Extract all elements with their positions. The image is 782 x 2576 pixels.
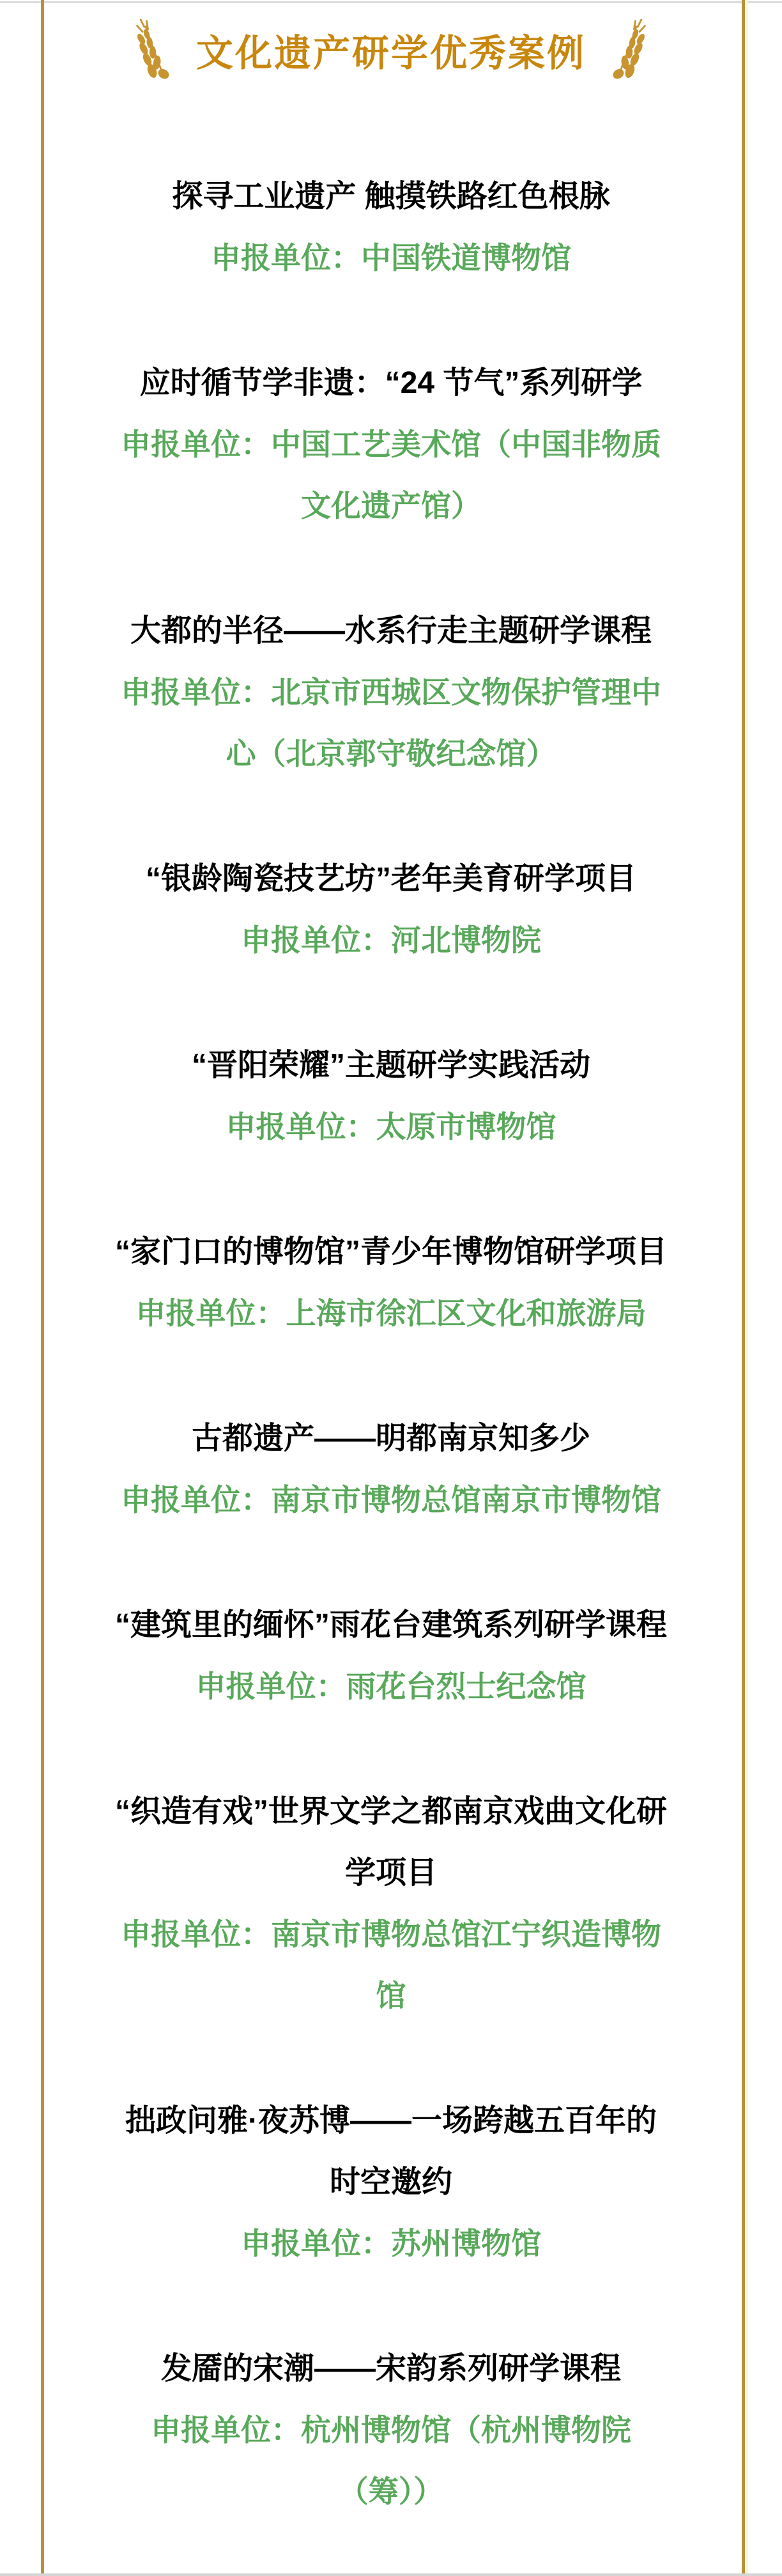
case-entry [84,353,698,537]
page-title: 文化遗产研学优秀案例 [195,33,586,74]
header [0,0,782,83]
case-unit-line: 申报单位：南京市博物总馆南京市博物馆 [121,1483,661,1517]
case-entry [84,601,698,785]
case-list [84,166,698,2522]
case-title-line: “家门口的博物馆”青少年博物馆研学项目 [114,1235,667,1269]
case-entry [84,1222,698,1344]
case-title-line: 应时循节学非遗：“24 节气”系列研学 [139,366,643,400]
case-entry [84,848,698,971]
case-unit-line: 申报单位：中国工艺美术馆（中国非物质 [121,427,661,461]
case-title-line: “晋阳荣耀”主题研学实践活动 [191,1048,590,1082]
case-title-line: 学项目 [344,1856,437,1890]
wheat-ear-left-icon [132,17,174,83]
case-unit-line: 申报单位：上海市徐汇区文化和旅游局 [135,1296,647,1330]
case-unit-line: 馆 [376,1979,406,2012]
case-entry [84,1781,698,2027]
case-entry [84,2338,698,2522]
case-unit-line: 申报单位：太原市博物馆 [226,1110,556,1144]
case-entry [84,1035,698,1158]
left-gold-border [41,0,44,2576]
case-unit-line: 文化遗产馆） [301,489,481,523]
case-entry [84,166,698,289]
case-unit-line: 申报单位：苏州博物馆 [241,2227,541,2260]
case-title-line: 拙政问雅·夜苏博——一场跨越五百年的 [125,2104,657,2138]
case-entry [84,1408,698,1531]
bottom-strip [0,2573,782,2576]
case-unit-line: 申报单位：雨花台烈士纪念馆 [195,1669,586,1703]
case-unit-line: 申报单位：杭州博物馆（杭州博物院 [151,2413,631,2447]
case-unit-line: 申报单位：南京市博物总馆江宁织造博物 [121,1917,661,1951]
case-title-line: 探寻工业遗产 触摸铁路红色根脉 [172,180,610,213]
case-unit-line: （筹）） [338,2474,444,2508]
case-unit-line: 申报单位：河北博物院 [241,923,541,957]
case-unit-line: 申报单位：中国铁道博物馆 [211,241,571,275]
case-title-line: “建筑里的缅怀”雨花台建筑系列研学课程 [114,1608,667,1642]
case-entry [84,1595,698,1717]
case-unit-line: 心（北京郭守敬纪念馆） [226,737,556,770]
case-title-line: 古都遗产——明都南京知多少 [191,1422,590,1455]
case-entry [84,2090,698,2274]
wheat-ear-right-icon [608,17,650,83]
case-title-line: 大都的半径——水系行走主题研学课程 [130,614,652,648]
case-unit-line: 申报单位：北京市西城区文物保护管理中 [121,675,661,709]
case-title-line: “银龄陶瓷技艺坊”老年美育研学项目 [145,862,636,896]
case-title-line: “织造有戏”世界文学之都南京戏曲文化研 [114,1795,667,1828]
case-title-line: 发靥的宋潮——宋韵系列研学课程 [160,2352,621,2386]
right-gold-border [742,0,745,2576]
case-title-line: 时空邀约 [329,2165,452,2199]
